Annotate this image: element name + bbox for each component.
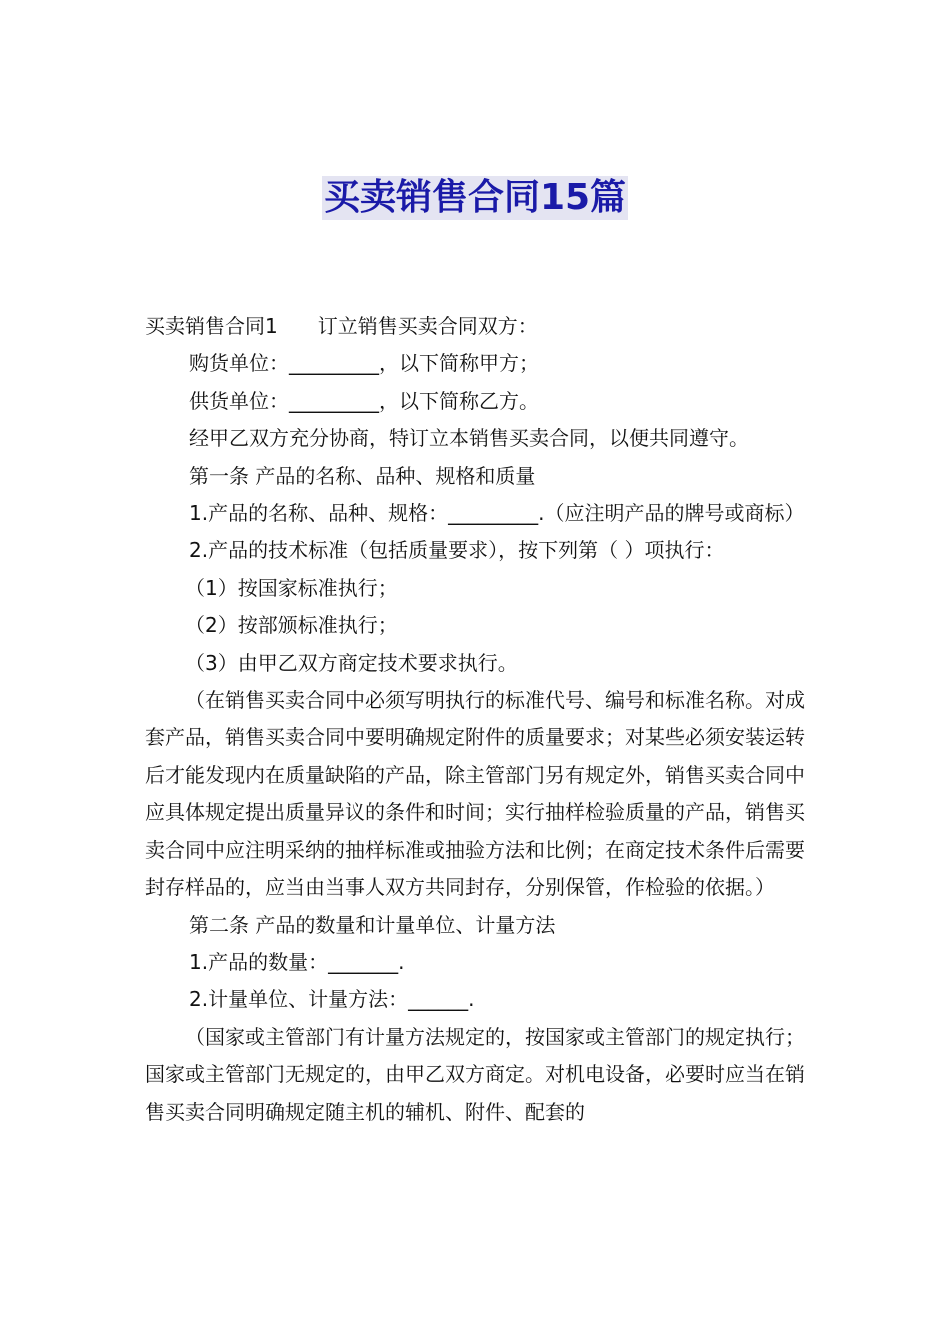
paragraph-option-1: （1）按国家标准执行； xyxy=(185,575,398,600)
paragraph-note-1: （在销售买卖合同中必须写明执行的标准代号、编号和标准名称。对成套产品，销售买卖合同中要明确规定附件的质量要求；对某些必须安装运转后才能发现内在质量缺陷的产品，除主管部门另有规定外，销售买卖合同中应具体规定提出质量异议的条件和时间；实行抽样检验质量的产品，销售买卖合同中应注明采纳的抽样标准或抽验方法和比例；在商定技术条件后需要封存样品的，应当由当事人双方共同封存，分别保管，作检验的依据。） xyxy=(145,688,805,900)
paragraph-item-1-2: 2.产品的技术标准（包括质量要求），按下列第（ ）项执行： xyxy=(189,538,725,563)
paragraph-option-2: （2）按部颁标准执行； xyxy=(185,613,398,638)
paragraph-note-2: （国家或主管部门有计量方法规定的，按国家或主管部门的规定执行；国家或主管部门无规定的，由甲乙双方商定。对机电设备，必要时应当在销售买卖合同明确规定随主机的辅机、附件、配套的 xyxy=(145,1024,805,1124)
paragraph-option-3: （3）由甲乙双方商定技术要求执行。 xyxy=(185,650,518,675)
paragraph-supplier: 供货单位：_________，以下简称乙方。 xyxy=(189,388,539,413)
paragraph-item-2-1: 1.产品的数量：_______. xyxy=(189,949,405,974)
paragraph-item-2-2: 2.计量单位、计量方法：______. xyxy=(189,987,475,1012)
paragraph-item-1-1: 1.产品的名称、品种、规格：_________.（应注明产品的牌号或商标） xyxy=(189,501,805,526)
paragraph-article-1: 第一条 产品的名称、品种、规格和质量 xyxy=(189,463,536,488)
title-wrap xyxy=(0,176,950,220)
paragraph-agreement: 经甲乙双方充分协商，特订立本销售买卖合同，以便共同遵守。 xyxy=(189,426,749,451)
document-body xyxy=(145,308,810,1131)
paragraph-buyer: 购货单位：_________，以下简称甲方； xyxy=(189,351,539,376)
paragraph-article-2: 第二条 产品的数量和计量单位、计量方法 xyxy=(189,912,556,937)
paragraph-contract-heading: 买卖销售合同1 订立销售买卖合同双方： xyxy=(145,314,538,338)
document-title: 买卖销售合同15篇 xyxy=(323,177,627,218)
